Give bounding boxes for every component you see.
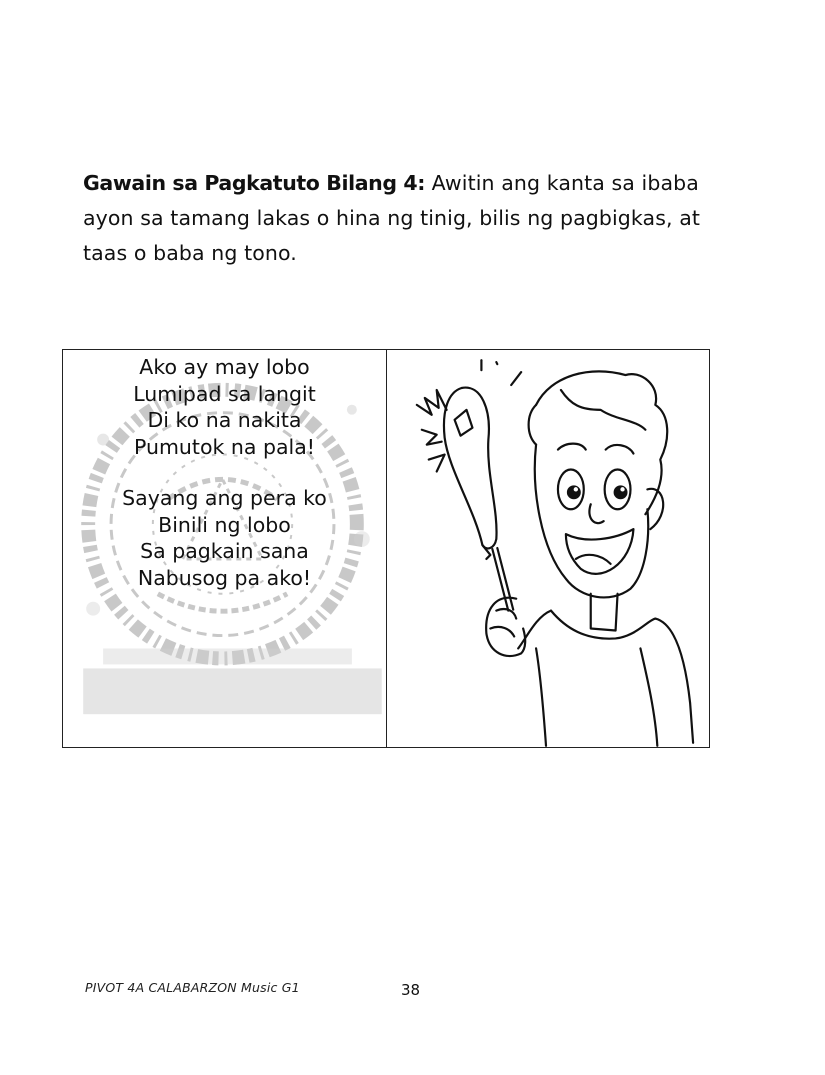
page-number: 38 (401, 981, 421, 999)
song-table (62, 349, 710, 748)
illustration-cell (387, 350, 709, 747)
stanza-1 (63, 354, 386, 460)
activity-instruction-text: Awitin ang kanta sa ibaba ayon sa tamang lakas o hina ng tinig, bilis ng pagbigkas, at taas o baba ng tono. (83, 171, 701, 265)
activity-title: Gawain sa Pagkatuto Bilang 4: (83, 171, 426, 195)
lyric-line: Sa pagkain sana (140, 539, 309, 563)
song-lyrics (63, 354, 386, 616)
lyric-line: Ako ay may lobo (139, 355, 310, 379)
lyric-line: Di ko na nakita (147, 408, 302, 432)
boy-with-popped-balloon-icon (387, 350, 709, 747)
lyric-line: Sayang ang pera ko (122, 486, 327, 510)
stanza-2 (63, 485, 386, 591)
lyric-line: Lumipad sa langit (133, 381, 316, 406)
footer-source: PIVOT 4A CALABARZON Music G1 (85, 980, 300, 995)
lyric-line: Nabusog pa ako! (137, 565, 312, 590)
lyric-line: Pumutok na pala! (133, 434, 316, 459)
activity-instruction (83, 166, 723, 271)
lyrics-cell (63, 350, 387, 747)
lyric-line: Binili ng lobo (158, 512, 291, 537)
